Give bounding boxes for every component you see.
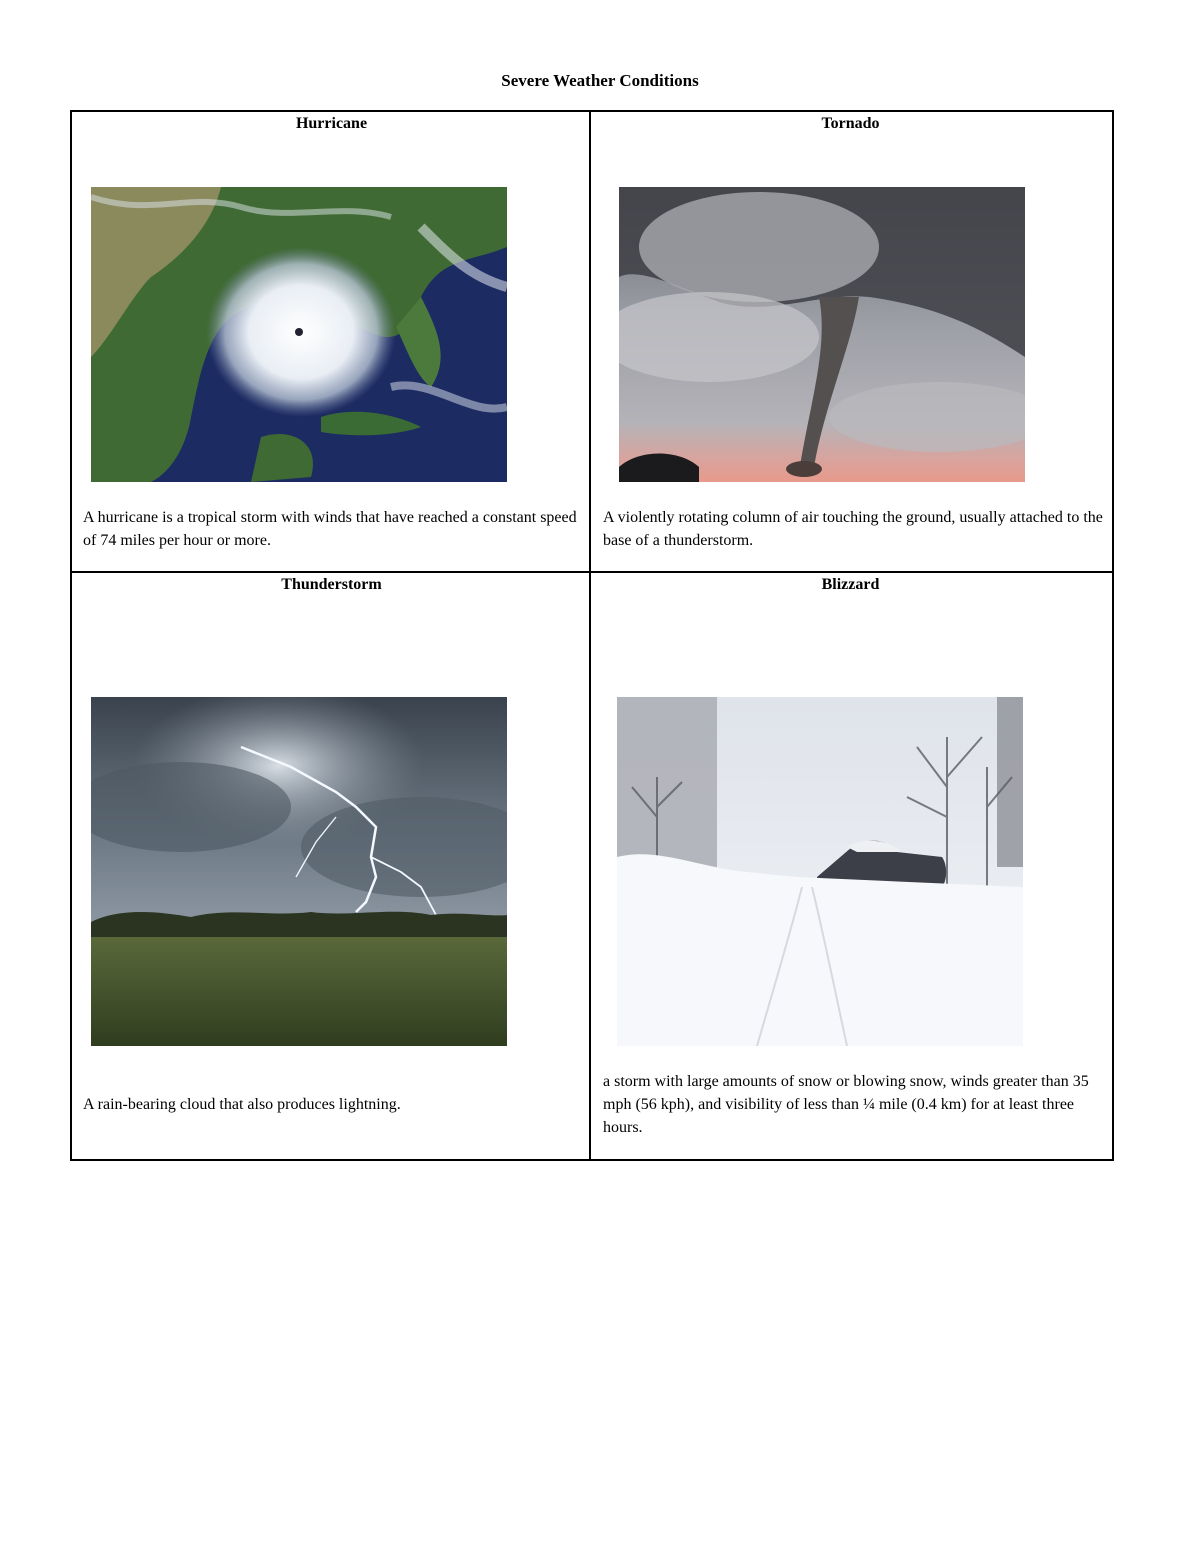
thunderstorm-lightning-photo: [91, 697, 507, 1046]
blizzard-description: a storm with large amounts of snow or blowing snow, winds greater than 35 mph (56 kph), and visibility of less than ¼ mile (0.4 km) for at least three hours.: [603, 1073, 1089, 1136]
blizzard-heading: Blizzard: [821, 576, 880, 593]
blizzard-snowy-street-photo: [617, 697, 1023, 1046]
tornado-heading: Tornado: [821, 115, 880, 132]
hurricane-description: A hurricane is a tropical storm with winds that have reached a constant speed of 74 miles per hour or more.: [83, 509, 577, 549]
hurricane-satellite-image: [91, 187, 507, 482]
thunderstorm-description: A rain-bearing cloud that also produces lightning.: [83, 1096, 401, 1113]
hurricane-heading: Hurricane: [295, 115, 368, 132]
tornado-description: A violently rotating column of air touching the ground, usually attached to the base of a thunderstorm.: [603, 509, 1103, 549]
table-row-divider: [70, 571, 1114, 573]
page-title: Severe Weather Conditions: [501, 71, 699, 90]
tornado-photo: [619, 187, 1025, 482]
thunderstorm-heading: Thunderstorm: [281, 576, 382, 593]
table-column-divider: [589, 110, 591, 1161]
